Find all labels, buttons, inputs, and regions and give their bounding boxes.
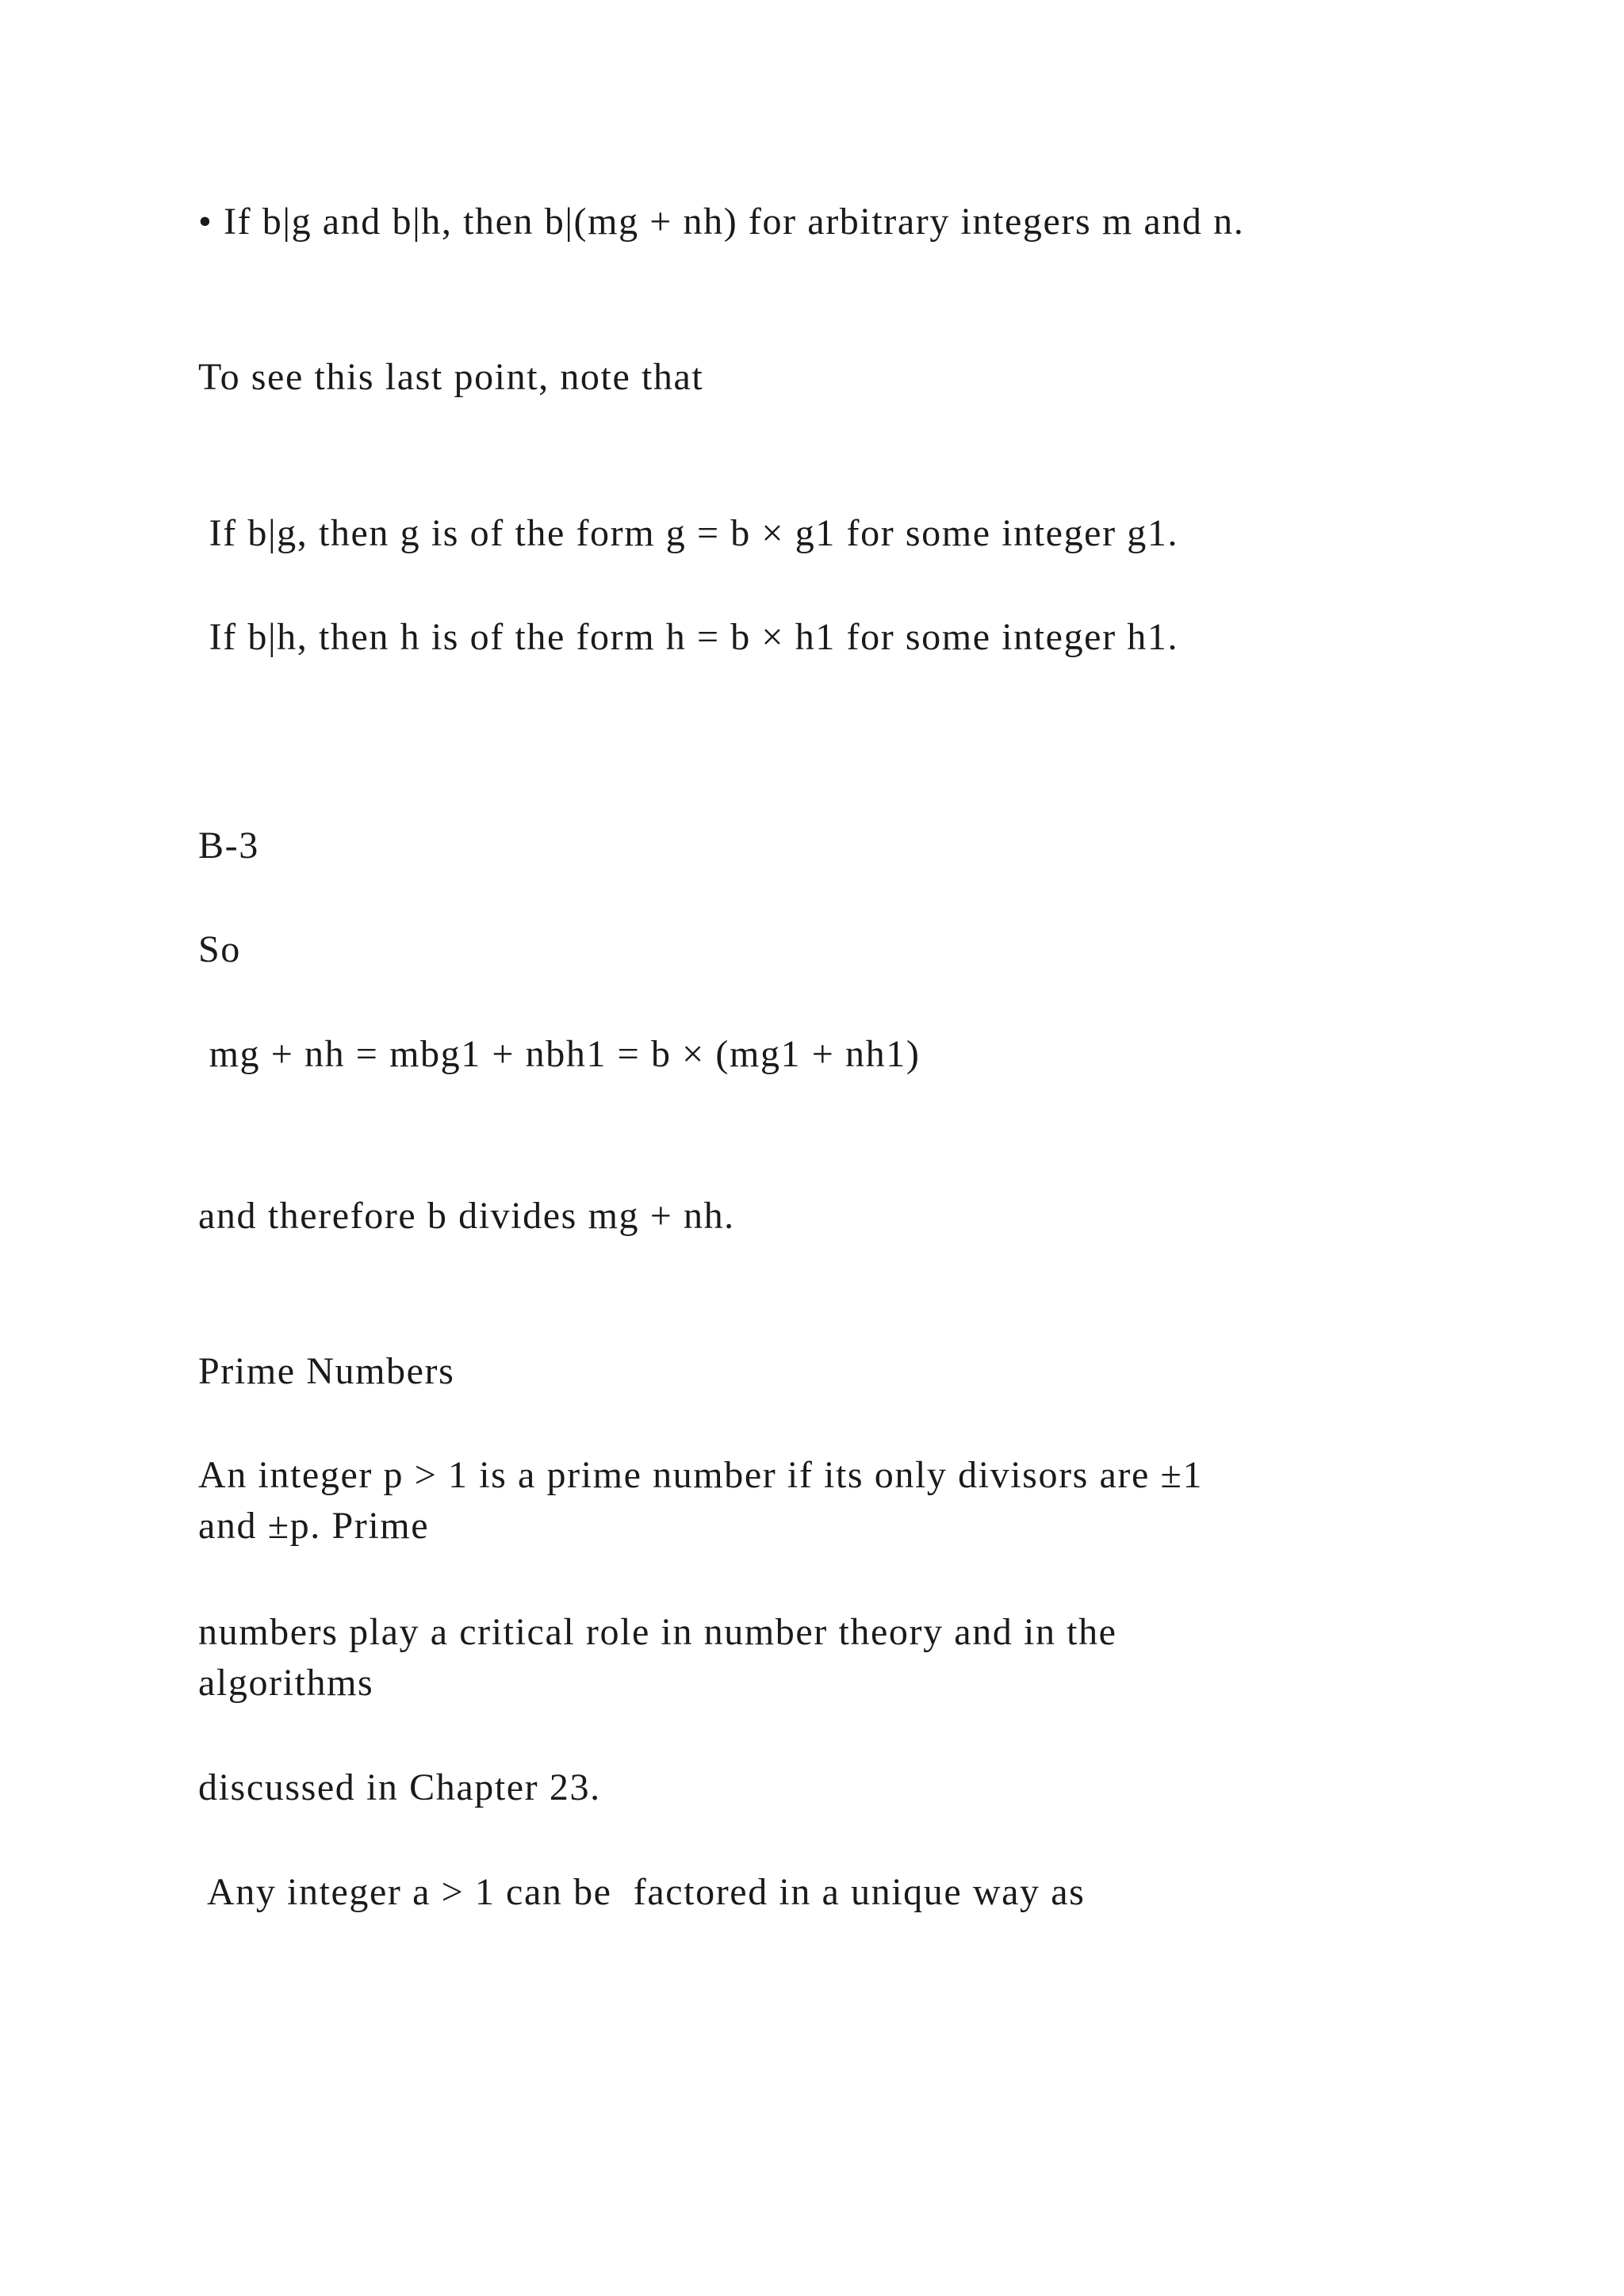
if-g-statement: If b|g, then g is of the form g = b × g1 for some integer g1. <box>198 512 1179 554</box>
page-label: B-3 <box>198 825 259 867</box>
chapter-reference: discussed in Chapter 23. <box>198 1766 601 1808</box>
conclusion: and therefore b divides mg + nh. <box>198 1195 735 1237</box>
prime-definition-line-2: and ±p. Prime <box>198 1505 430 1547</box>
if-h-statement: If b|h, then h is of the form h = b × h1 for some integer h1. <box>198 616 1179 658</box>
so-text: So <box>198 928 241 970</box>
prime-role-line-1: numbers play a critical role in number theory and in the <box>198 1611 1117 1653</box>
equation: mg + nh = mbg1 + nbh1 = b × (mg1 + nh1) <box>198 1033 921 1075</box>
section-heading: Prime Numbers <box>198 1350 455 1392</box>
prime-definition-line-1: An integer p > 1 is a prime number if its only divisors are ±1 <box>198 1454 1204 1496</box>
prime-role-line-2: algorithms <box>198 1662 374 1704</box>
factor-statement: Any integer a > 1 can be factored in a unique way as <box>198 1871 1086 1913</box>
intro-note: To see this last point, note that <box>198 356 704 398</box>
divisibility-bullet: • If b|g and b|h, then b|(mg + nh) for arbitrary integers m and n. <box>198 201 1245 243</box>
